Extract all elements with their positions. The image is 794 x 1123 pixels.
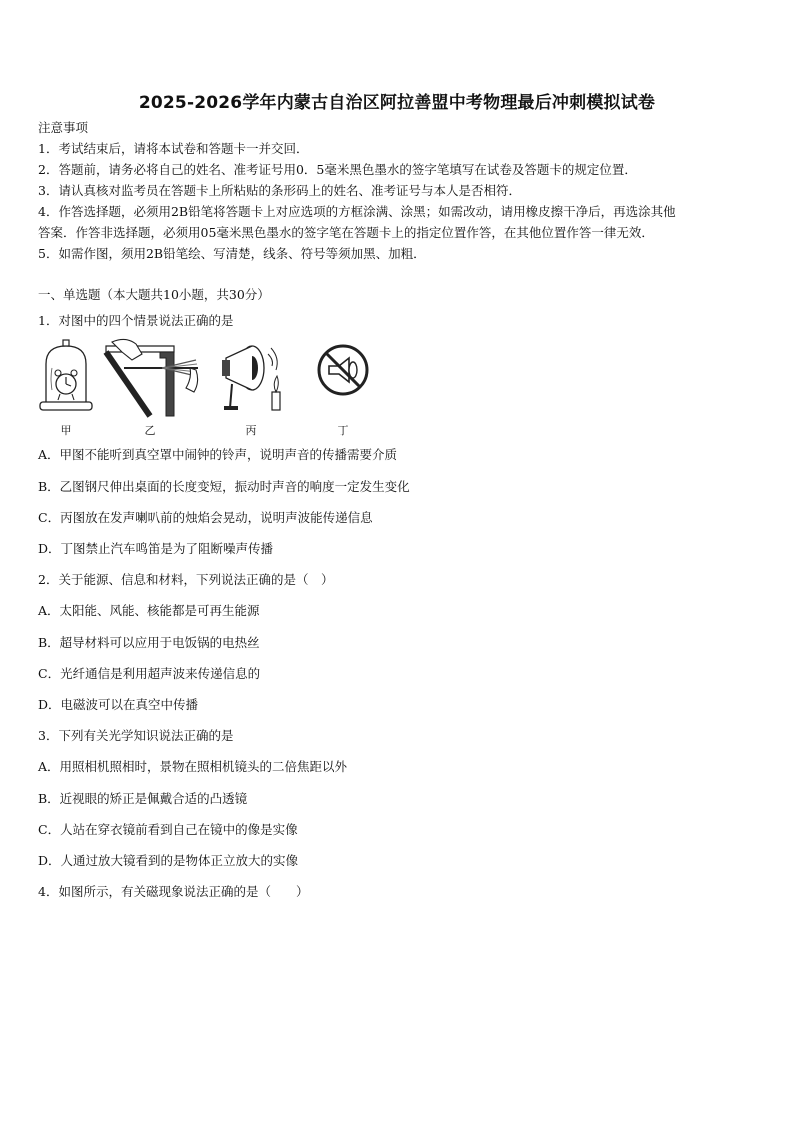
notice-item: 1．考试结束后，请将本试卷和答题卡一并交回． (38, 141, 309, 156)
question-3-stem: 3．下列有关光学知识说法正确的是 (38, 728, 234, 743)
question-3-option-a: A．用照相机照相时，景物在照相机镜头的二倍焦距以外 (38, 759, 348, 774)
figure-label-bing: 丙 (245, 424, 257, 437)
figure-label-ding: 丁 (337, 424, 349, 437)
page-title: 2025-2026学年内蒙古自治区阿拉善盟中考物理最后冲刺模拟试卷 (138, 93, 656, 113)
notice-item: 3．请认真核对监考员在答题卡上所粘贴的条形码上的姓名、准考证号与本人是否相符． (38, 183, 521, 198)
question-2-option-c: C．光纤通信是利用超声波来传递信息的 (38, 666, 261, 681)
steel-ruler-figure (102, 338, 202, 418)
notice-item: 4．作答选择题，必须用2B铅笔将答题卡上对应选项的方框涂满、涂黑；如需改动，请用橡皮擦干净后，再选涂其他 (38, 204, 676, 219)
question-3-option-d: D．人通过放大镜看到的是物体正立放大的实像 (38, 853, 299, 868)
question-3-option-c: C．人站在穿衣镜前看到自己在镜中的像是实像 (38, 822, 298, 837)
question-2-stem: 2．关于能源、信息和材料，下列说法正确的是（ ） (38, 572, 334, 587)
question-1-option-a: A．甲图不能听到真空罩中闹钟的铃声，说明声音的传播需要介质 (38, 447, 398, 462)
notice-heading: 注意事项 (38, 120, 89, 135)
figure-label-jia: 甲 (60, 424, 72, 437)
question-1-figures (30, 338, 390, 438)
notice-item: 5．如需作图，须用2B铅笔绘、写清楚，线条、符号等须加黑、加粗． (38, 246, 426, 261)
section-heading: 一、单选题（本大题共10小题，共30分） (38, 287, 270, 302)
speaker-candle-figure (220, 338, 290, 418)
question-2-option-a: A．太阳能、风能、核能都是可再生能源 (38, 603, 260, 618)
notice-item: 2．答题前，请务必将自己的姓名、准考证号用0．5毫米黑色墨水的签字笔填写在试卷及答题卡的规定位置． (38, 162, 637, 177)
no-honking-sign-figure (315, 338, 375, 418)
bell-jar-figure (36, 338, 96, 418)
question-2-option-b: B．超导材料可以应用于电饭锅的电热丝 (38, 635, 260, 650)
figure-label-yi: 乙 (144, 424, 156, 437)
question-3-option-b: B．近视眼的矫正是佩戴合适的凸透镜 (38, 791, 248, 806)
question-1-stem: 1．对图中的四个情景说法正确的是 (38, 313, 234, 328)
question-1-option-c: C．丙图放在发声喇叭前的烛焰会晃动，说明声波能传递信息 (38, 510, 373, 525)
question-2-option-d: D．电磁波可以在真空中传播 (38, 697, 199, 712)
question-4-stem: 4．如图所示，有关磁现象说法正确的是（ ） (38, 884, 309, 899)
notice-item: 答案．作答非选择题，必须用05毫米黑色墨水的签字笔在答题卡上的指定位置作答，在其他位置作答一律无效． (38, 225, 654, 240)
question-1-option-b: B．乙图钢尺伸出桌面的长度变短，振动时声音的响度一定发生变化 (38, 479, 410, 494)
question-1-option-d: D．丁图禁止汽车鸣笛是为了阻断噪声传播 (38, 541, 274, 556)
